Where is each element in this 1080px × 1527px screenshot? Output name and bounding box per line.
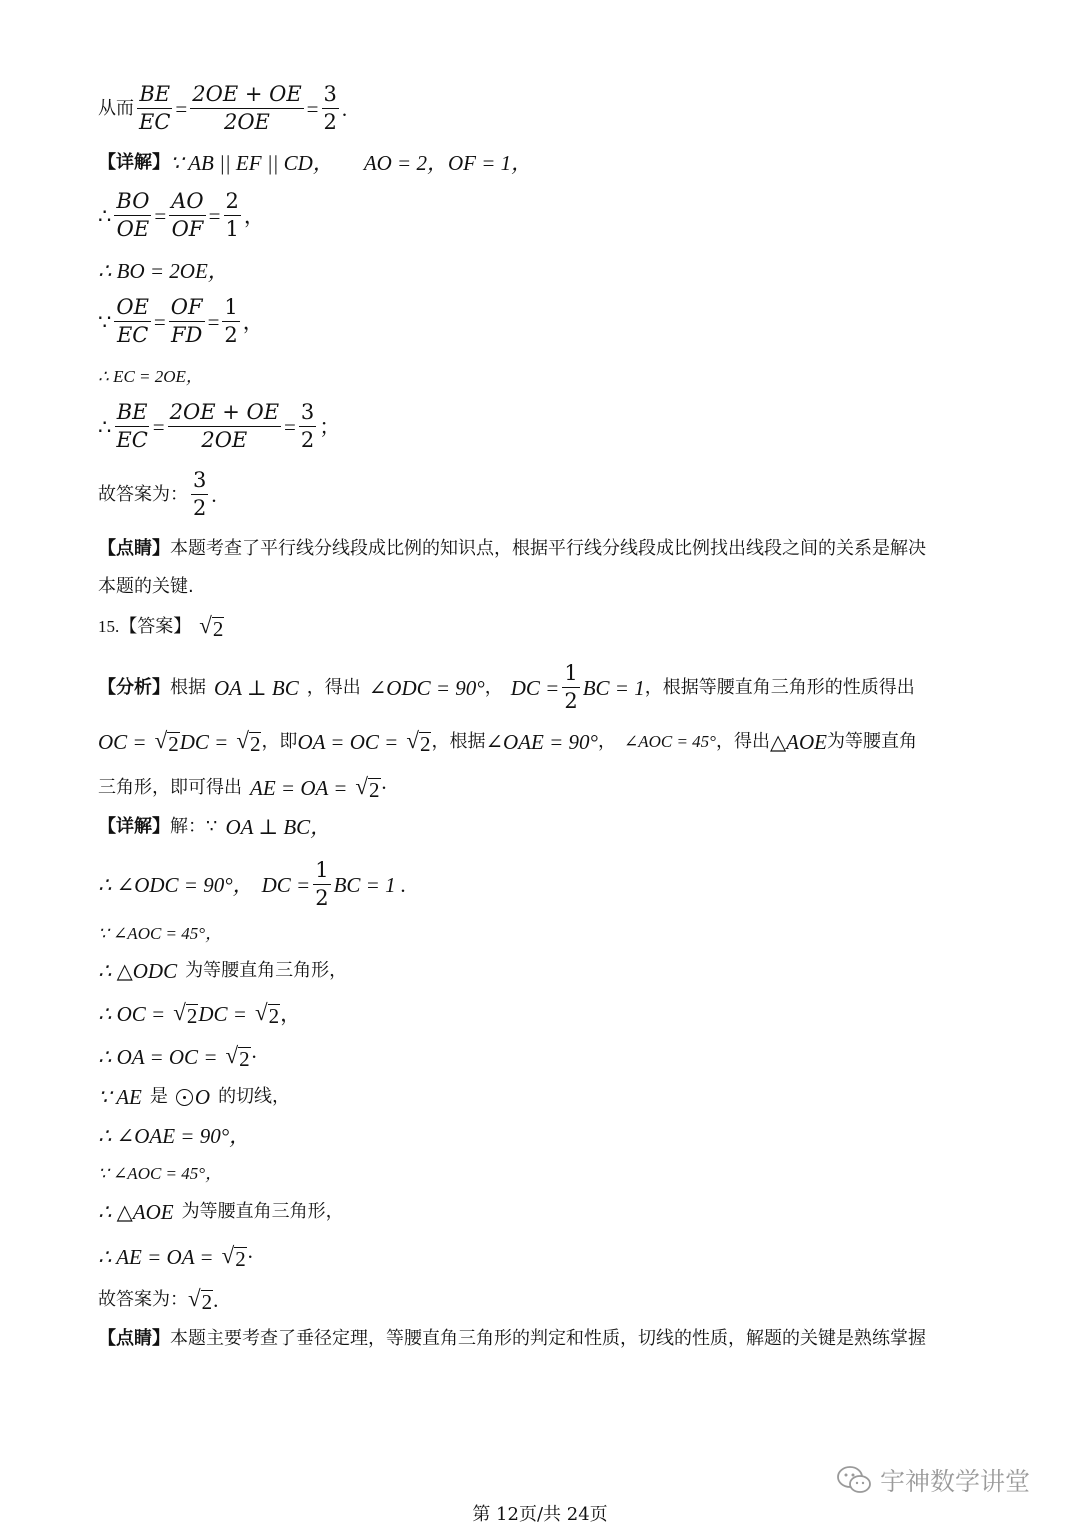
line-comment	[98, 536, 926, 562]
math: ∴ EC = 2OE，	[98, 367, 203, 386]
line-ratio-oe: ∵ $\frac{OE}{EC}$ = $\frac{OF}{FD}$ = $\frac{1}{2}$ ，	[98, 295, 264, 347]
line-bo	[98, 258, 229, 284]
text: 从而	[98, 97, 134, 119]
question-15-answer	[98, 614, 224, 640]
comment-line: 【点睛】 本题主要考查了垂径定理，等腰直角三角形的判定和性质，切线的性质，解题的关键是熟练掌握	[98, 1326, 926, 1352]
detail-line-6: ∴ OA = OC = √ 2 ·	[98, 1042, 258, 1071]
fraction: $\frac{BE}{EC}$	[139, 82, 171, 134]
section-tag: 【详解】	[98, 152, 170, 173]
fraction: $\frac{BE}{EC}$	[116, 400, 148, 452]
line-answer: 故答案为： $\frac{3}{2}$ .	[98, 468, 217, 520]
line-ratio-bo: ∴ $\frac{BO}{OE}$ = $\frac{AO}{OF}$ = $\frac{2}{1}$ ，	[98, 189, 265, 241]
math: AO = 2，OF = 1，	[363, 151, 533, 175]
fraction: $\frac{2}{1}$	[225, 189, 239, 241]
text: 本题的关键.	[98, 576, 194, 597]
fraction: $\frac{2OE + OE}{2OE}$	[192, 82, 302, 134]
fraction: $\frac{1}{2}$	[315, 858, 329, 910]
circle-dot-symbol	[176, 1089, 193, 1106]
math: ∵ AB || EF || CD，	[170, 151, 334, 175]
line-comment-2	[98, 574, 194, 600]
fraction: $\frac{BO}{OE}$	[116, 189, 150, 241]
fraction: $\frac{1}{2}$	[564, 661, 578, 713]
text: 故答案为：	[98, 483, 188, 505]
watermark	[836, 1462, 1030, 1498]
detail-line-11: ∴ AE = OA = √ 2 ·	[98, 1242, 254, 1271]
line-ec	[98, 364, 203, 390]
line-conclusion: 从而 $\frac{BE}{EC}$ = $\frac{2OE + OE}{2OE}$ = $\frac{3}{2}$ .	[98, 82, 348, 134]
text: 本题考查了平行线分线段成比例的知识点，根据平行线分线段成比例找出线段之间的关系是解决	[170, 538, 926, 559]
section-tag: 【分析】	[98, 676, 170, 698]
fraction: $\frac{3}{2}$	[300, 400, 315, 452]
watermark-text: 宇神数学讲堂	[880, 1467, 1031, 1496]
detail-line-1: 【详解】 解：∵ OA ⊥ BC，	[98, 815, 332, 839]
analysis-line-1: 【分析】 根据 OA ⊥ BC ，得出 ∠ODC = 90° ， DC = $\frac{1}{2}$ BC = 1 ，根据等腰直角三角形的性质得出	[98, 661, 915, 713]
detail-line-10: ∴ △AOE 为等腰直角三角形，	[98, 1200, 344, 1224]
fraction: $\frac{3}{2}$	[323, 82, 337, 134]
fraction: $\frac{OF}{FD}$	[170, 295, 203, 347]
detail-line-8: ∴ ∠OAE = 90°，	[98, 1124, 251, 1148]
detail-answer: 故答案为： √ 2 .	[98, 1285, 219, 1314]
fraction: $\frac{1}{2}$	[224, 295, 238, 347]
section-tag: 【答案】	[119, 616, 192, 637]
analysis-line-3: 三角形，即可得出 AE = OA = √ 2 ·	[98, 773, 388, 802]
detail-line-5: ∴ OC = √ 2 DC = √ 2 ，	[98, 999, 302, 1028]
line-result: ∴ $\frac{BE}{EC}$ = $\frac{2OE + OE}{2OE}$ = $\frac{3}{2}$ ；	[98, 400, 341, 452]
analysis-line-2: OC = √ 2 DC = √ 2 ，即 OA = OC = √ 2 ，根据 ∠OAE = 90° ， ∠AOC = 45° ，得出 △AOE 为等腰直角	[98, 727, 917, 756]
line-detail	[98, 150, 532, 176]
page-footer: 第 12页/共 24页	[472, 1504, 608, 1525]
question-number: 15.	[98, 617, 120, 636]
fraction: $\frac{AO}{OF}$	[171, 189, 204, 241]
fraction: $\frac{2OE + OE}{2OE}$	[169, 400, 280, 452]
sqrt-2: √ 2	[199, 612, 224, 641]
wechat-icon	[836, 1465, 872, 1495]
detail-line-3: ∵ ∠AOC = 45°，	[98, 924, 223, 943]
detail-line-9: ∵ ∠AOC = 45°，	[98, 1164, 223, 1183]
math: ∴ BO = 2OE，	[98, 259, 229, 283]
detail-line-4: ∴ △ODC 为等腰直角三角形，	[98, 959, 348, 983]
detail-line-7: ∵ AE 是 O 的切线，	[98, 1085, 291, 1109]
section-tag: 【点睛】	[98, 1328, 170, 1349]
fraction: $\frac{OE}{EC}$	[116, 295, 149, 347]
section-tag: 【点睛】	[98, 538, 170, 559]
detail-line-2: ∴ ∠ODC = 90°， DC = $\frac{1}{2}$ BC = 1 .	[98, 858, 407, 910]
fraction: $\frac{3}{2}$	[193, 468, 207, 520]
section-tag: 【详解】	[98, 816, 170, 837]
